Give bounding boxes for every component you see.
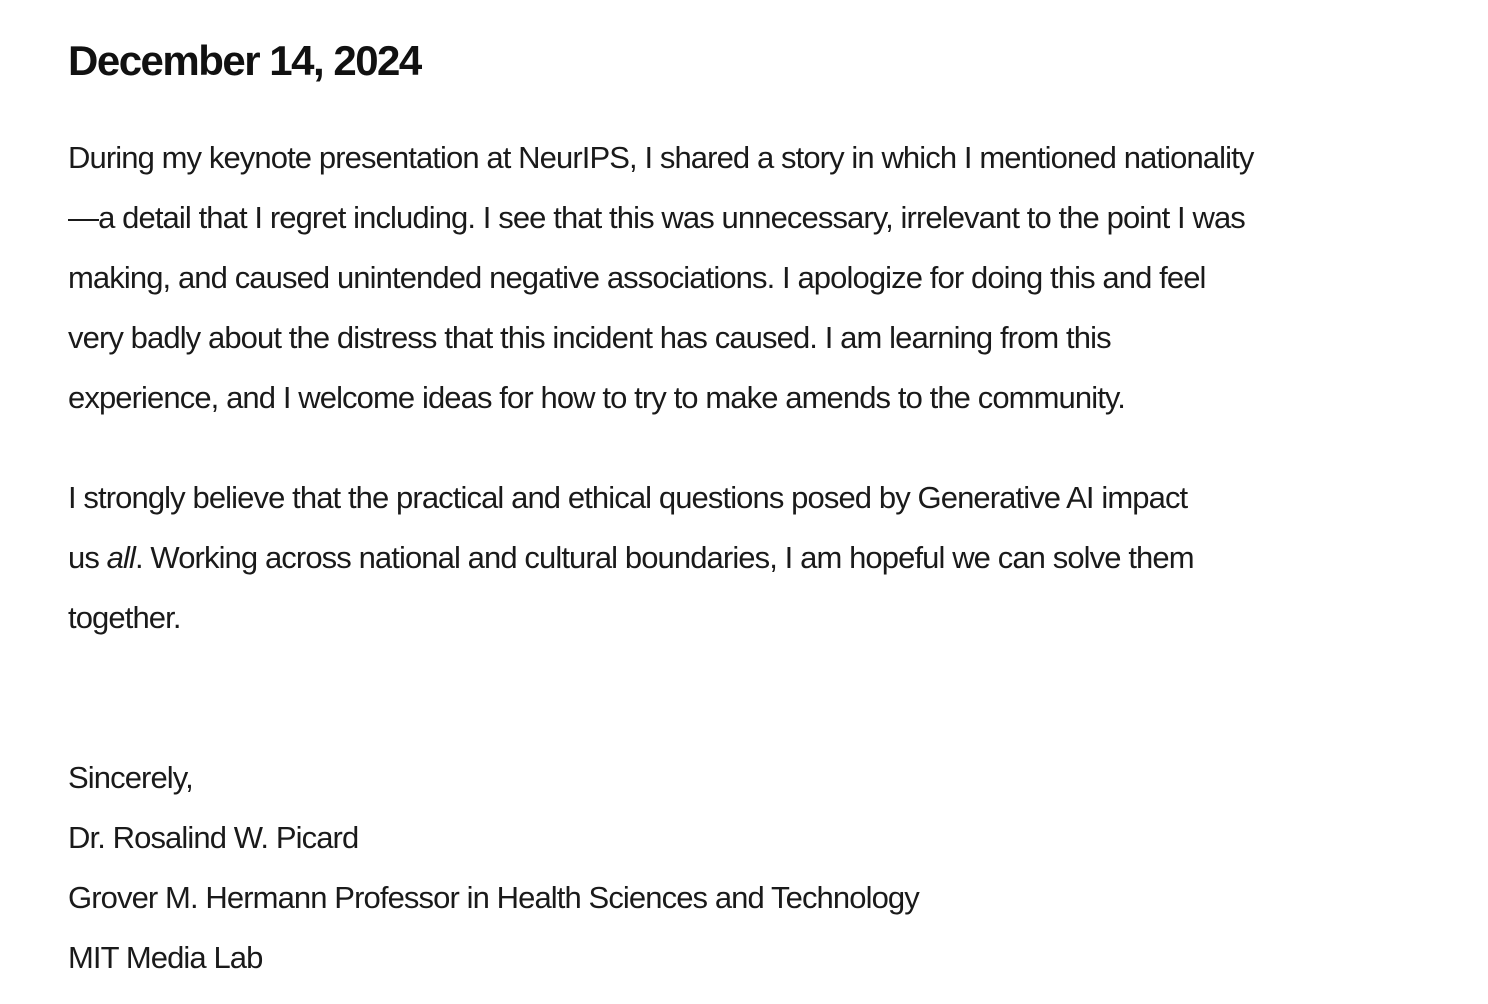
emphasis-text: all [106, 540, 135, 575]
line-end-text: . Working across national and cultural boundaries, I am hopeful we can solve them [134, 540, 1194, 575]
paragraph-line: I strongly believe that the practical and ethical questions posed by Generative AI impact [68, 480, 1188, 515]
signer-title: Grover M. Hermann Professor in Health Sciences and Technology [68, 880, 919, 915]
closing: Sincerely, [68, 760, 193, 795]
paragraph-line: making, and caused unintended negative associations. I apologize for doing this and feel [68, 260, 1206, 295]
paragraph-line: very badly about the distress that this incident has caused. I am learning from this [68, 320, 1111, 355]
paragraph-line: together. [68, 600, 181, 635]
signer-affiliation: MIT Media Lab [68, 940, 263, 975]
paragraph-line [68, 528, 1448, 588]
letter-date: December 14, 2024 [68, 37, 421, 84]
signer-name: Dr. Rosalind W. Picard [68, 820, 359, 855]
paragraph-line: —a detail that I regret including. I see that this was unnecessary, irrelevant to the point I was [68, 200, 1245, 235]
line-start-text: us [68, 540, 107, 575]
signature-block [68, 748, 1448, 988]
apology-paragraph [68, 128, 1448, 428]
belief-paragraph [68, 468, 1448, 648]
paragraph-line: experience, and I welcome ideas for how to try to make amends to the community. [68, 380, 1125, 415]
paragraph-line: During my keynote presentation at NeurIPS, I shared a story in which I mentioned nationality [68, 140, 1254, 175]
